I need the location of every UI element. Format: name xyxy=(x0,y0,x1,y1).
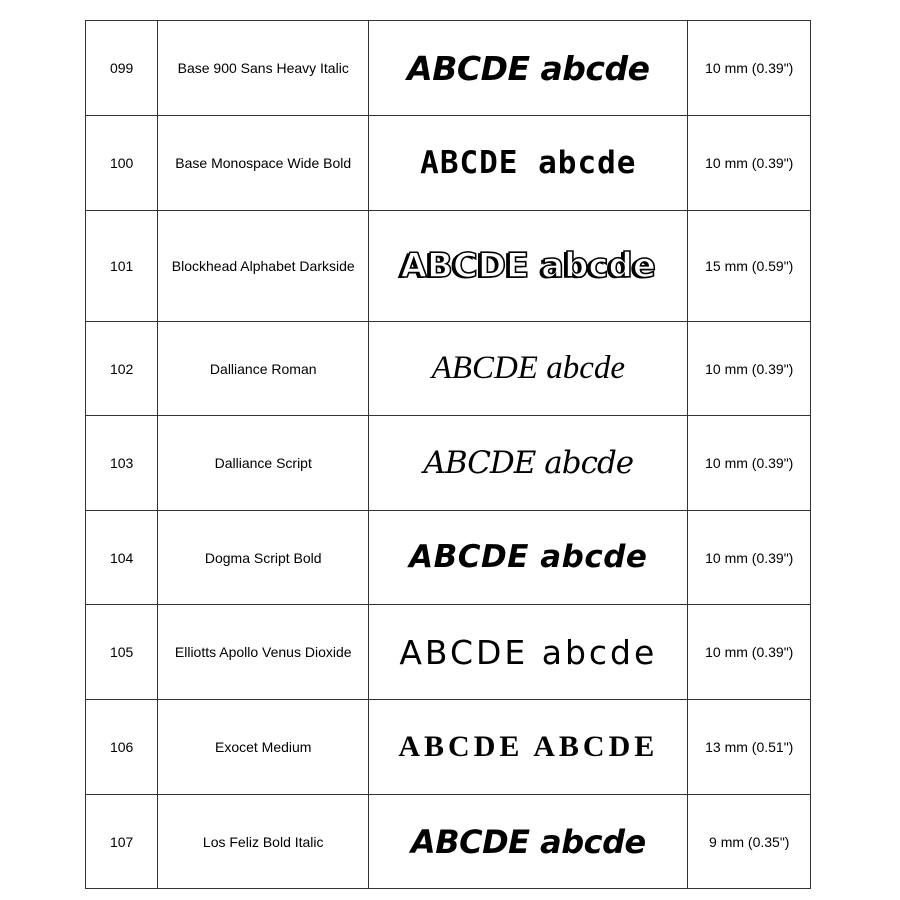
table-row xyxy=(86,416,811,511)
font-size: 10 mm (0.39") xyxy=(688,605,811,700)
font-number: 106 xyxy=(86,700,158,795)
font-number: 102 xyxy=(86,322,158,416)
font-sample: ABCDE ABCDE xyxy=(398,730,659,763)
font-sample-cell xyxy=(369,116,688,211)
font-size: 10 mm (0.39") xyxy=(688,322,811,416)
font-sample-cell xyxy=(369,322,688,416)
font-number: 104 xyxy=(86,511,158,605)
table-row xyxy=(86,795,811,889)
font-number: 100 xyxy=(86,116,158,211)
font-size: 10 mm (0.39") xyxy=(688,21,811,116)
font-sample-cell xyxy=(369,416,688,511)
font-sample: ABCDE abcde xyxy=(420,144,637,181)
font-number: 099 xyxy=(86,21,158,116)
table-row xyxy=(86,511,811,605)
font-sample: ABCDE abcde xyxy=(431,350,625,386)
font-size: 10 mm (0.39") xyxy=(688,416,811,511)
font-number: 105 xyxy=(86,605,158,700)
font-number: 103 xyxy=(86,416,158,511)
font-size: 13 mm (0.51") xyxy=(688,700,811,795)
font-sample-cell xyxy=(369,211,688,322)
font-catalog-table xyxy=(85,20,811,889)
font-number: 107 xyxy=(86,795,158,889)
font-name: Blockhead Alphabet Darkside xyxy=(158,211,369,322)
table-row xyxy=(86,322,811,416)
font-sample: ABCDE abcde xyxy=(423,444,634,481)
font-number: 101 xyxy=(86,211,158,322)
font-sample-cell xyxy=(369,795,688,889)
font-size: 10 mm (0.39") xyxy=(688,511,811,605)
font-size: 15 mm (0.59") xyxy=(688,211,811,322)
font-name: Los Feliz Bold Italic xyxy=(158,795,369,889)
font-name: Dalliance Roman xyxy=(158,322,369,416)
font-sample: ABCDE abcde xyxy=(409,539,648,575)
font-name: Elliotts Apollo Venus Dioxide xyxy=(158,605,369,700)
font-sample: ABCDE abcde xyxy=(407,48,650,88)
font-name: Dogma Script Bold xyxy=(158,511,369,605)
font-sample-cell xyxy=(369,511,688,605)
font-sample: ABCDE abcde xyxy=(410,822,646,861)
table-row xyxy=(86,116,811,211)
font-sample-cell xyxy=(369,605,688,700)
font-sample: ABCDE abcde xyxy=(399,632,658,672)
font-size: 10 mm (0.39") xyxy=(688,116,811,211)
font-name: Base Monospace Wide Bold xyxy=(158,116,369,211)
font-catalog-body xyxy=(86,21,811,889)
table-row xyxy=(86,700,811,795)
font-sample-cell xyxy=(369,21,688,116)
font-size: 9 mm (0.35") xyxy=(688,795,811,889)
font-name: Exocet Medium xyxy=(158,700,369,795)
table-row xyxy=(86,211,811,322)
font-sample: ABCDE abcde xyxy=(400,246,656,286)
font-sample-cell xyxy=(369,700,688,795)
font-name: Dalliance Script xyxy=(158,416,369,511)
table-row xyxy=(86,21,811,116)
font-name: Base 900 Sans Heavy Italic xyxy=(158,21,369,116)
table-row xyxy=(86,605,811,700)
